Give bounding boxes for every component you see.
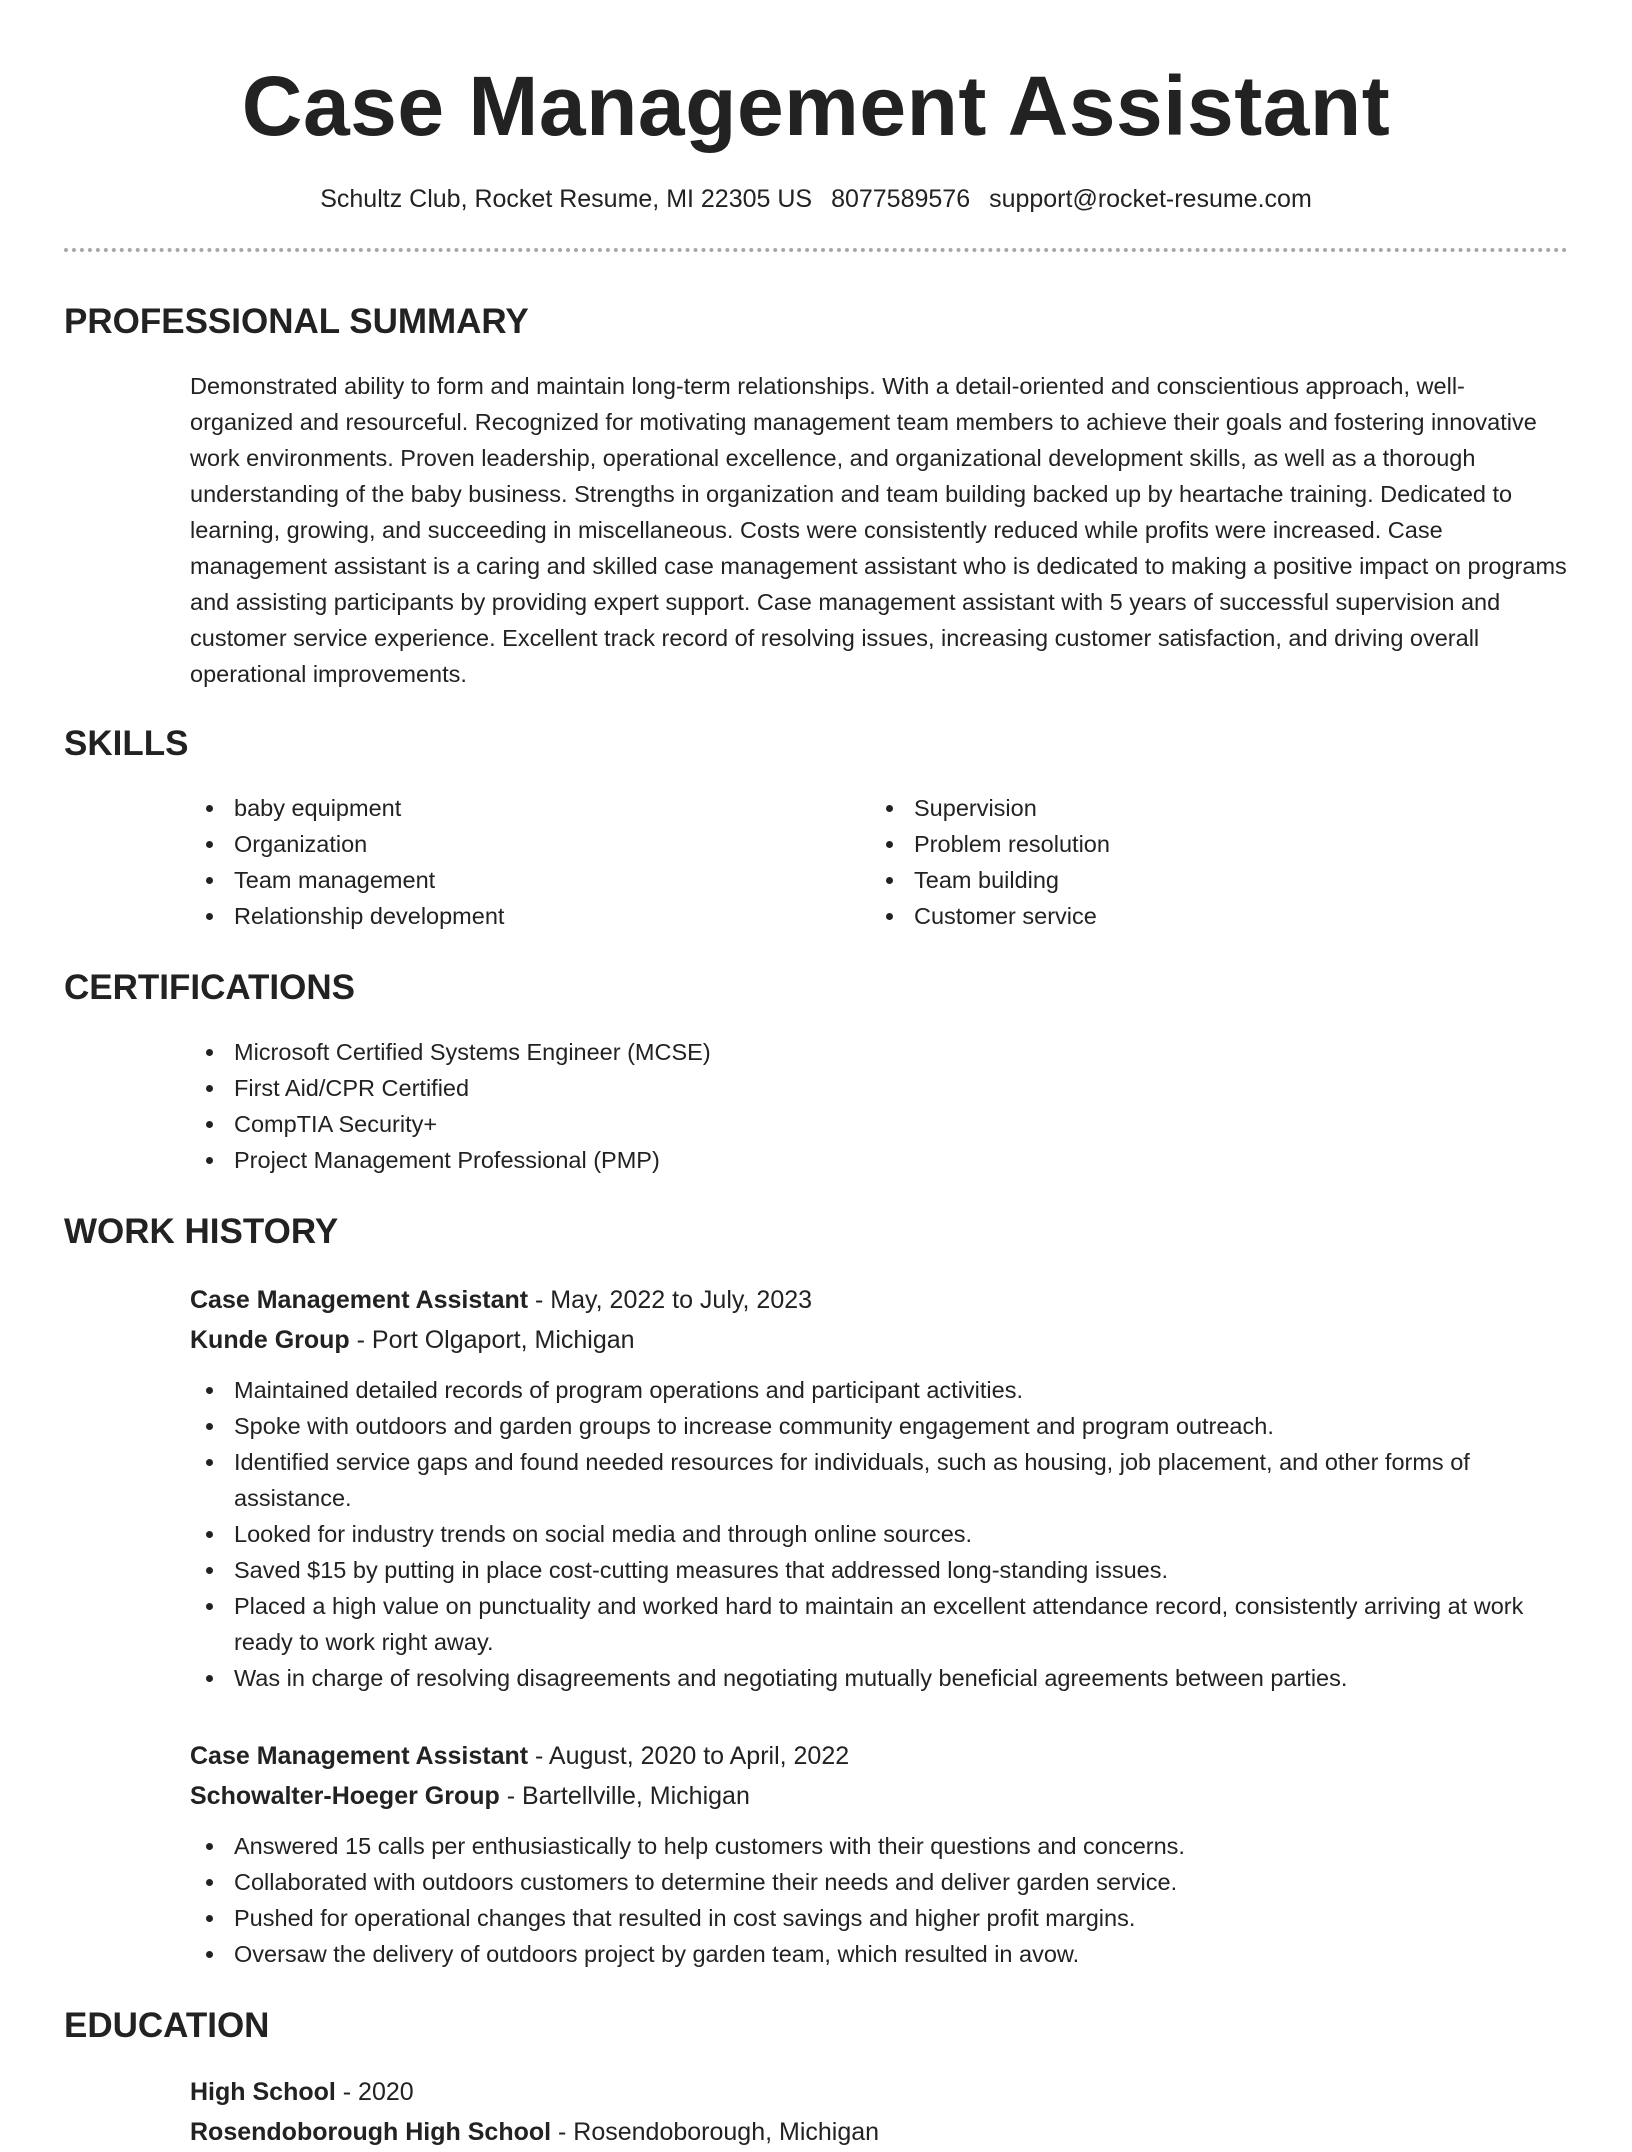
education-school-line bbox=[190, 2112, 1568, 2152]
education-location: - Rosendoborough, Michigan bbox=[551, 2118, 880, 2146]
job-dates: - August, 2020 to April, 2022 bbox=[528, 1742, 850, 1770]
certifications-section bbox=[64, 1034, 1568, 1178]
work-history-section bbox=[64, 1280, 1568, 1972]
job-bullet: Looked for industry trends on social media and through online sources. bbox=[190, 1516, 1568, 1552]
skill-item: baby equipment bbox=[190, 790, 870, 826]
skill-item: Supervision bbox=[870, 790, 1550, 826]
job-title-line bbox=[190, 1736, 1568, 1776]
education-section bbox=[64, 2072, 1568, 2152]
certifications-list bbox=[190, 1034, 1568, 1178]
job-role: Case Management Assistant bbox=[190, 1286, 529, 1314]
skill-item: Relationship development bbox=[190, 898, 870, 934]
education-year: - 2020 bbox=[335, 2078, 414, 2106]
skills-list-right bbox=[870, 790, 1550, 934]
job-location: - Bartellville, Michigan bbox=[499, 1782, 750, 1810]
certification-item: Microsoft Certified Systems Engineer (MCSE) bbox=[190, 1034, 1568, 1070]
section-title-skills: SKILLS bbox=[64, 724, 189, 763]
job-bullets bbox=[190, 1372, 1568, 1696]
job-bullet: Was in charge of resolving disagreements and negotiating mutually beneficial agreements between parties. bbox=[190, 1660, 1568, 1696]
job-bullet: Answered 15 calls per enthusiastically to help customers with their questions and concerns. bbox=[190, 1828, 1568, 1864]
job-bullet: Spoke with outdoors and garden groups to increase community engagement and program outreach. bbox=[190, 1408, 1568, 1444]
job-company: Kunde Group bbox=[190, 1326, 350, 1354]
section-title-summary: PROFESSIONAL SUMMARY bbox=[64, 302, 529, 341]
contact-address: Schultz Club, Rocket Resume, MI 22305 US bbox=[320, 185, 813, 213]
job-dates: - May, 2022 to July, 2023 bbox=[528, 1286, 813, 1314]
job-company-line bbox=[190, 1320, 1568, 1360]
job-company: Schowalter-Hoeger Group bbox=[190, 1782, 500, 1810]
job-entry bbox=[190, 1280, 1568, 1696]
skill-item: Problem resolution bbox=[870, 826, 1550, 862]
job-bullet: Saved $15 by putting in place cost-cutting measures that addressed long-standing issues. bbox=[190, 1552, 1568, 1588]
certification-item: CompTIA Security+ bbox=[190, 1106, 1568, 1142]
education-school: Rosendoborough High School bbox=[190, 2118, 552, 2146]
skills-section bbox=[64, 790, 1568, 934]
skill-item: Customer service bbox=[870, 898, 1550, 934]
job-bullet: Pushed for operational changes that resulted in cost savings and higher profit margins. bbox=[190, 1900, 1568, 1936]
section-title-work-history: WORK HISTORY bbox=[64, 1212, 339, 1251]
job-bullet: Collaborated with outdoors customers to determine their needs and deliver garden service. bbox=[190, 1864, 1568, 1900]
skill-item: Team building bbox=[870, 862, 1550, 898]
summary-text: Demonstrated ability to form and maintain long-term relationships. With a detail-oriented and conscientious approach, well-organized and resourceful. Recognized for motivating management team members to achieve their goals and fostering innovative work environments. Proven leadership, operational excellence, and organizational development skills, as well as a thorough understanding of the baby business. Strengths in organization and team building backed up by heartache training. Dedicated to learning, growing, and succeeding in miscellaneous. Costs were consistently reduced while profits were increased. Case management assistant is a caring and skilled case management assistant who is dedicated to making a positive impact on programs and assisting participants by providing expert support. Case management assistant with 5 years of successful supervision and customer service experience. Excellent track record of resolving issues, increasing customer satisfaction, and driving overall operational improvements. bbox=[190, 373, 1567, 687]
education-degree: High School bbox=[190, 2078, 336, 2106]
job-role: Case Management Assistant bbox=[190, 1742, 529, 1770]
job-bullet: Maintained detailed records of program operations and participant activities. bbox=[190, 1372, 1568, 1408]
job-location: - Port Olgaport, Michigan bbox=[349, 1326, 635, 1354]
section-title-education: EDUCATION bbox=[64, 2006, 270, 2045]
job-bullets bbox=[190, 1828, 1568, 1972]
resume-name: Case Management Assistant bbox=[241, 59, 1391, 153]
contact-line bbox=[64, 184, 1568, 214]
education-degree-line bbox=[190, 2072, 1568, 2112]
job-company-line bbox=[190, 1776, 1568, 1816]
header-divider bbox=[64, 248, 1568, 252]
job-bullet: Oversaw the delivery of outdoors project by garden team, which resulted in avow. bbox=[190, 1936, 1568, 1972]
skill-item: Organization bbox=[190, 826, 870, 862]
contact-email: support@rocket-resume.com bbox=[989, 185, 1312, 213]
job-title-line bbox=[190, 1280, 1568, 1320]
skills-list-left bbox=[190, 790, 870, 934]
job-bullet: Placed a high value on punctuality and worked hard to maintain an excellent attendance record, consistently arriving at work ready to work right away. bbox=[190, 1588, 1568, 1660]
job-bullet: Identified service gaps and found needed resources for individuals, such as housing, job placement, and other forms of assistance. bbox=[190, 1444, 1568, 1516]
section-title-certifications: CERTIFICATIONS bbox=[64, 968, 356, 1007]
certification-item: First Aid/CPR Certified bbox=[190, 1070, 1568, 1106]
skill-item: Team management bbox=[190, 862, 870, 898]
certification-item: Project Management Professional (PMP) bbox=[190, 1142, 1568, 1178]
job-entry bbox=[190, 1736, 1568, 1972]
contact-phone: 8077589576 bbox=[831, 185, 971, 213]
